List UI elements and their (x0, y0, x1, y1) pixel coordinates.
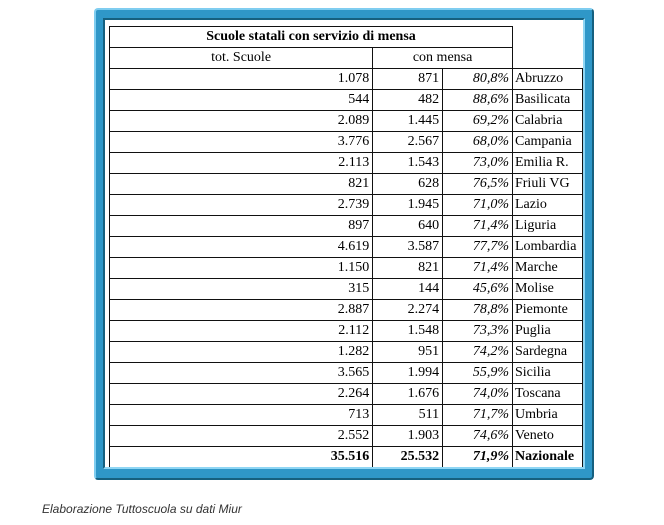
percentage-cell: 71,7% (443, 405, 513, 426)
table-row (110, 279, 583, 300)
total-schools-cell: 821 (110, 174, 373, 195)
table-row (110, 258, 583, 279)
percentage-cell: 71,4% (443, 258, 513, 279)
total-schools-cell: 1.282 (110, 342, 373, 363)
total-schools-cell: 2.113 (110, 153, 373, 174)
region-cell: Veneto (512, 426, 582, 447)
total-schools-cell: 3.565 (110, 363, 373, 384)
total-row (110, 447, 583, 468)
total-schools-cell: 4.619 (110, 237, 373, 258)
region-cell: Basilicata (512, 90, 582, 111)
percentage-cell: 71,9% (443, 447, 513, 468)
total-schools-cell: 2.739 (110, 195, 373, 216)
with-canteen-cell: 25.532 (373, 447, 443, 468)
region-cell: Umbria (512, 405, 582, 426)
with-canteen-cell: 1.903 (373, 426, 443, 447)
region-cell: Nazionale (512, 447, 582, 468)
table-row (110, 363, 583, 384)
table-row (110, 153, 583, 174)
with-canteen-cell: 871 (373, 69, 443, 90)
with-canteen-cell: 1.945 (373, 195, 443, 216)
total-schools-cell: 2.264 (110, 384, 373, 405)
mensa-table (109, 26, 583, 468)
header-row (110, 48, 583, 69)
table-row (110, 90, 583, 111)
table-row (110, 195, 583, 216)
region-cell: Friuli VG (512, 174, 582, 195)
total-schools-cell: 2.089 (110, 111, 373, 132)
percentage-cell: 71,0% (443, 195, 513, 216)
total-schools-cell: 2.112 (110, 321, 373, 342)
percentage-cell: 78,8% (443, 300, 513, 321)
region-cell: Lazio (512, 195, 582, 216)
total-schools-cell: 1.150 (110, 258, 373, 279)
table-row (110, 174, 583, 195)
table-body (110, 69, 583, 468)
percentage-cell: 80,8% (443, 69, 513, 90)
title-row (110, 27, 583, 48)
with-canteen-cell: 144 (373, 279, 443, 300)
region-cell: Piemonte (512, 300, 582, 321)
region-cell: Sardegna (512, 342, 582, 363)
table-title: Scuole statali con servizio di mensa (110, 27, 513, 48)
table-row (110, 342, 583, 363)
with-canteen-cell: 1.445 (373, 111, 443, 132)
header-blank-cell (512, 48, 582, 69)
with-canteen-cell: 1.994 (373, 363, 443, 384)
region-cell: Toscana (512, 384, 582, 405)
region-cell: Calabria (512, 111, 582, 132)
total-schools-cell: 897 (110, 216, 373, 237)
with-canteen-cell: 640 (373, 216, 443, 237)
total-schools-cell: 544 (110, 90, 373, 111)
percentage-cell: 74,0% (443, 384, 513, 405)
total-schools-cell: 3.776 (110, 132, 373, 153)
percentage-cell: 74,2% (443, 342, 513, 363)
table-frame (94, 8, 594, 480)
with-canteen-cell: 1.548 (373, 321, 443, 342)
percentage-cell: 77,7% (443, 237, 513, 258)
with-canteen-cell: 951 (373, 342, 443, 363)
table-row (110, 426, 583, 447)
percentage-cell: 69,2% (443, 111, 513, 132)
total-schools-cell: 315 (110, 279, 373, 300)
column-header-mensa: con mensa (373, 48, 513, 69)
table-row (110, 405, 583, 426)
total-schools-cell: 2.552 (110, 426, 373, 447)
percentage-cell: 73,3% (443, 321, 513, 342)
percentage-cell: 88,6% (443, 90, 513, 111)
region-cell: Molise (512, 279, 582, 300)
region-cell: Marche (512, 258, 582, 279)
total-schools-cell: 35.516 (110, 447, 373, 468)
total-schools-cell: 713 (110, 405, 373, 426)
with-canteen-cell: 2.567 (373, 132, 443, 153)
table-row (110, 111, 583, 132)
source-caption: Elaborazione Tuttoscuola su dati Miur (42, 502, 242, 516)
with-canteen-cell: 2.274 (373, 300, 443, 321)
with-canteen-cell: 821 (373, 258, 443, 279)
total-schools-cell: 1.078 (110, 69, 373, 90)
percentage-cell: 74,6% (443, 426, 513, 447)
table-row (110, 69, 583, 90)
region-cell: Emilia R. (512, 153, 582, 174)
region-cell: Puglia (512, 321, 582, 342)
with-canteen-cell: 482 (373, 90, 443, 111)
percentage-cell: 76,5% (443, 174, 513, 195)
header-blank-cell (512, 27, 582, 48)
with-canteen-cell: 3.587 (373, 237, 443, 258)
with-canteen-cell: 511 (373, 405, 443, 426)
total-schools-cell: 2.887 (110, 300, 373, 321)
with-canteen-cell: 1.676 (373, 384, 443, 405)
percentage-cell: 71,4% (443, 216, 513, 237)
region-cell: Liguria (512, 216, 582, 237)
with-canteen-cell: 628 (373, 174, 443, 195)
region-cell: Campania (512, 132, 582, 153)
percentage-cell: 68,0% (443, 132, 513, 153)
table-row (110, 300, 583, 321)
table-row (110, 321, 583, 342)
with-canteen-cell: 1.543 (373, 153, 443, 174)
column-header-tot: tot. Scuole (110, 48, 373, 69)
region-cell: Lombardia (512, 237, 582, 258)
region-cell: Abruzzo (512, 69, 582, 90)
percentage-cell: 45,6% (443, 279, 513, 300)
percentage-cell: 55,9% (443, 363, 513, 384)
table-panel (103, 18, 585, 469)
percentage-cell: 73,0% (443, 153, 513, 174)
region-cell: Sicilia (512, 363, 582, 384)
table-row (110, 384, 583, 405)
table-row (110, 132, 583, 153)
table-row (110, 216, 583, 237)
table-row (110, 237, 583, 258)
